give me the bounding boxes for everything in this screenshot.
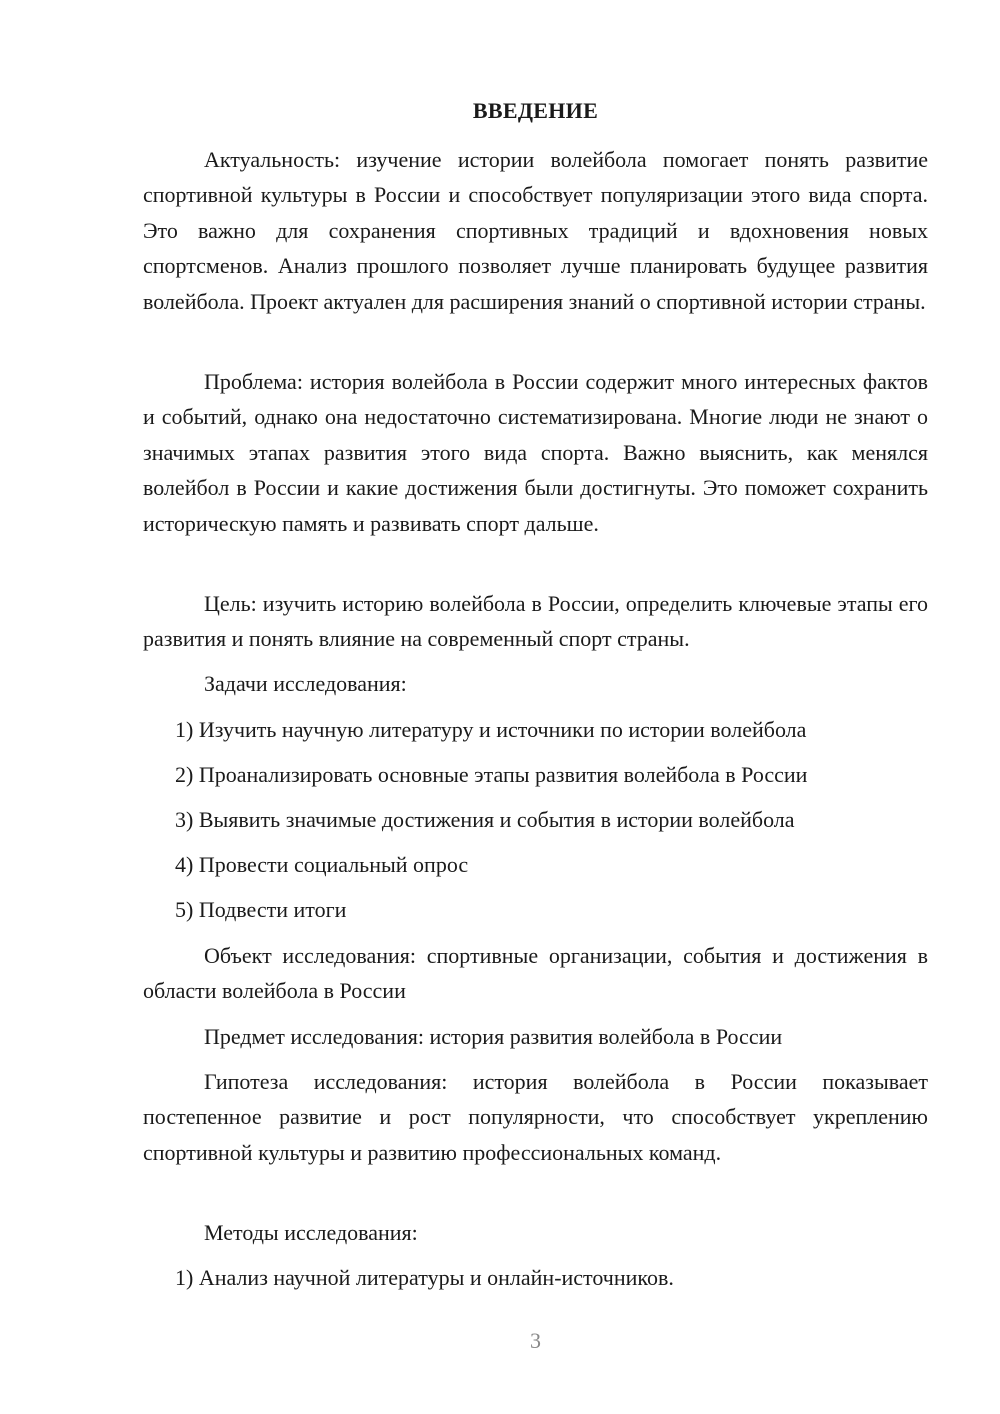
relevance-paragraph: Актуальность: изучение истории волейбола помогает понять развитие спортивной культуры в России и способствует популяризации этого вида спорта. Это важно для сохранения спортивных традиций и вдохновения новых спортсменов. Анализ прошлого позволяет лучше планировать будущее развития волейбола. Проект актуален для расширения знаний о спортивной истории страны. xyxy=(143,147,928,314)
tasks-heading: Задачи исследования: xyxy=(204,671,407,696)
task-item: 2) Проанализировать основные этапы развития волейбола в России xyxy=(175,762,808,787)
subject-line: Предмет исследования: история развития волейбола в России xyxy=(204,1024,783,1049)
goal-paragraph: Цель: изучить историю волейбола в России, определить ключевые этапы его развития и понять влияние на современный спорт страны. xyxy=(143,591,928,652)
task-item: 4) Провести социальный опрос xyxy=(175,852,469,877)
problem-paragraph: Проблема: история волейбола в России содержит много интересных фактов и событий, однако она недостаточно систематизирована. Многие люди не знают о значимых этапах развития этого вида спорта. Важно выяснить, как менялся волейбол в России и какие достижения были достигнуты. Это поможет сохранить историческую память и развивать спорт дальше. xyxy=(143,369,928,536)
page-number: 3 xyxy=(530,1328,541,1353)
method-item: 1) Анализ научной литературы и онлайн-источников. xyxy=(175,1265,674,1290)
task-item: 3) Выявить значимые достижения и события в истории волейбола xyxy=(175,807,795,832)
task-item: 5) Подвести итоги xyxy=(175,897,347,922)
methods-heading: Методы исследования: xyxy=(204,1220,418,1245)
section-title: ВВЕДЕНИЕ xyxy=(472,98,599,123)
object-paragraph: Объект исследования: спортивные организации, события и достижения в области волейбола в России xyxy=(143,943,928,1004)
task-item: 1) Изучить научную литературу и источники по истории волейбола xyxy=(175,717,807,742)
hypothesis-paragraph: Гипотеза исследования: история волейбола в России показывает постепенное развитие и рост популярности, что способствует укреплению спортивной культуры и развитию профессиональных команд. xyxy=(143,1069,928,1165)
